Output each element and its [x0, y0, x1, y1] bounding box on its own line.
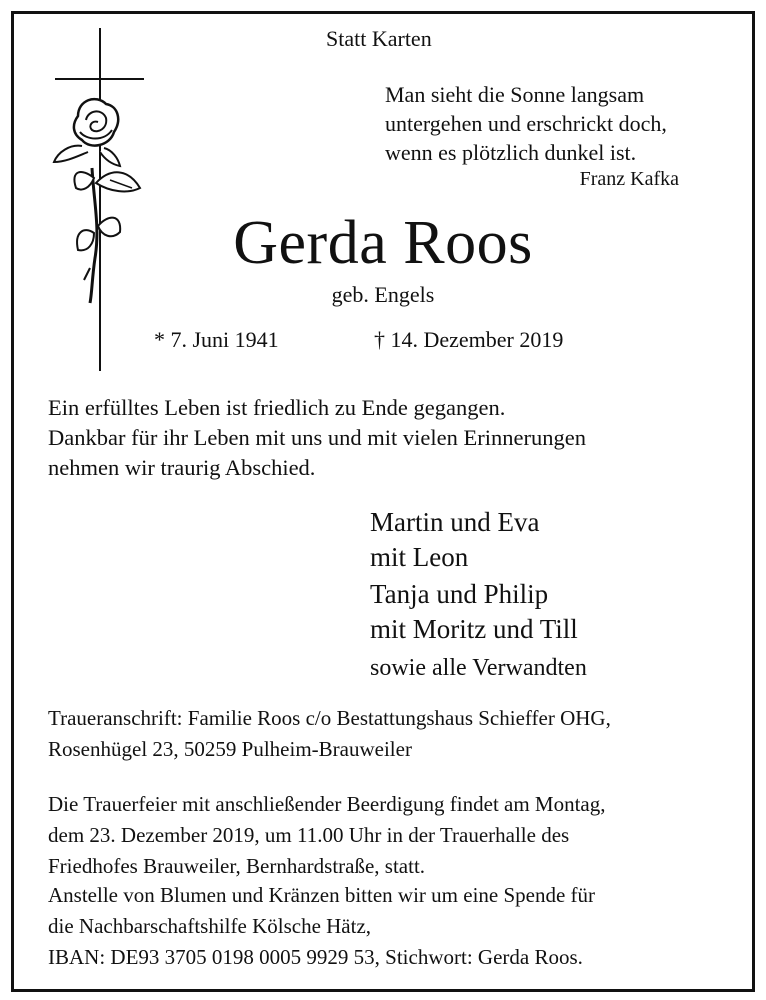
ceremony-info — [48, 789, 718, 882]
ceremony-line: Die Trauerfeier mit anschließender Beerdigung findet am Montag, — [48, 792, 606, 816]
quote-line: wenn es plötzlich dunkel ist. — [385, 140, 637, 165]
family-member: mit Moritz und Till — [370, 614, 578, 644]
message — [48, 393, 718, 483]
message-line: Ein erfülltes Leben ist friedlich zu Ende gegangen. — [48, 395, 506, 420]
quote-author: Franz Kafka — [579, 168, 679, 190]
quote-line: Man sieht die Sonne langsam — [385, 82, 645, 107]
cross-icon — [48, 28, 148, 373]
message-line: Dankbar für ihr Leben mit uns und mit vielen Erinnerungen — [48, 425, 586, 450]
quote — [385, 80, 667, 167]
donation-line: die Nachbarschaftshilfe Kölsche Hätz, — [48, 914, 372, 938]
family-member: Martin und Eva — [370, 507, 540, 537]
family-relatives: sowie alle Verwandten — [370, 655, 587, 681]
family-member: Tanja und Philip — [370, 579, 549, 609]
quote-line: untergehen und erschrickt doch, — [385, 111, 667, 136]
donation-info — [48, 880, 718, 973]
deceased-name: Gerda Roos — [233, 209, 533, 277]
address-line: Traueranschrift: Familie Roos c/o Bestattungshaus Schieffer OHG, — [48, 706, 611, 730]
family-list — [370, 505, 587, 686]
mourning-address — [48, 703, 718, 765]
ceremony-line: Friedhofes Brauweiler, Bernhardstraße, statt. — [48, 854, 426, 878]
death-date: † 14. Dezember 2019 — [374, 327, 564, 352]
message-line: nehmen wir traurig Abschied. — [48, 455, 316, 480]
address-line: Rosenhügel 23, 50259 Pulheim-Brauweiler — [48, 737, 412, 761]
statt-karten-label: Statt Karten — [326, 26, 432, 51]
birth-date: * 7. Juni 1941 — [154, 327, 279, 352]
birth-name: geb. Engels — [331, 282, 435, 307]
donation-line: IBAN: DE93 3705 0198 0005 9929 53, Stichwort: Gerda Roos. — [48, 945, 583, 969]
donation-line: Anstelle von Blumen und Kränzen bitten wir um eine Spende für — [48, 883, 596, 907]
family-member: mit Leon — [370, 542, 469, 572]
ceremony-line: dem 23. Dezember 2019, um 11.00 Uhr in der Trauerhalle des — [48, 823, 570, 847]
